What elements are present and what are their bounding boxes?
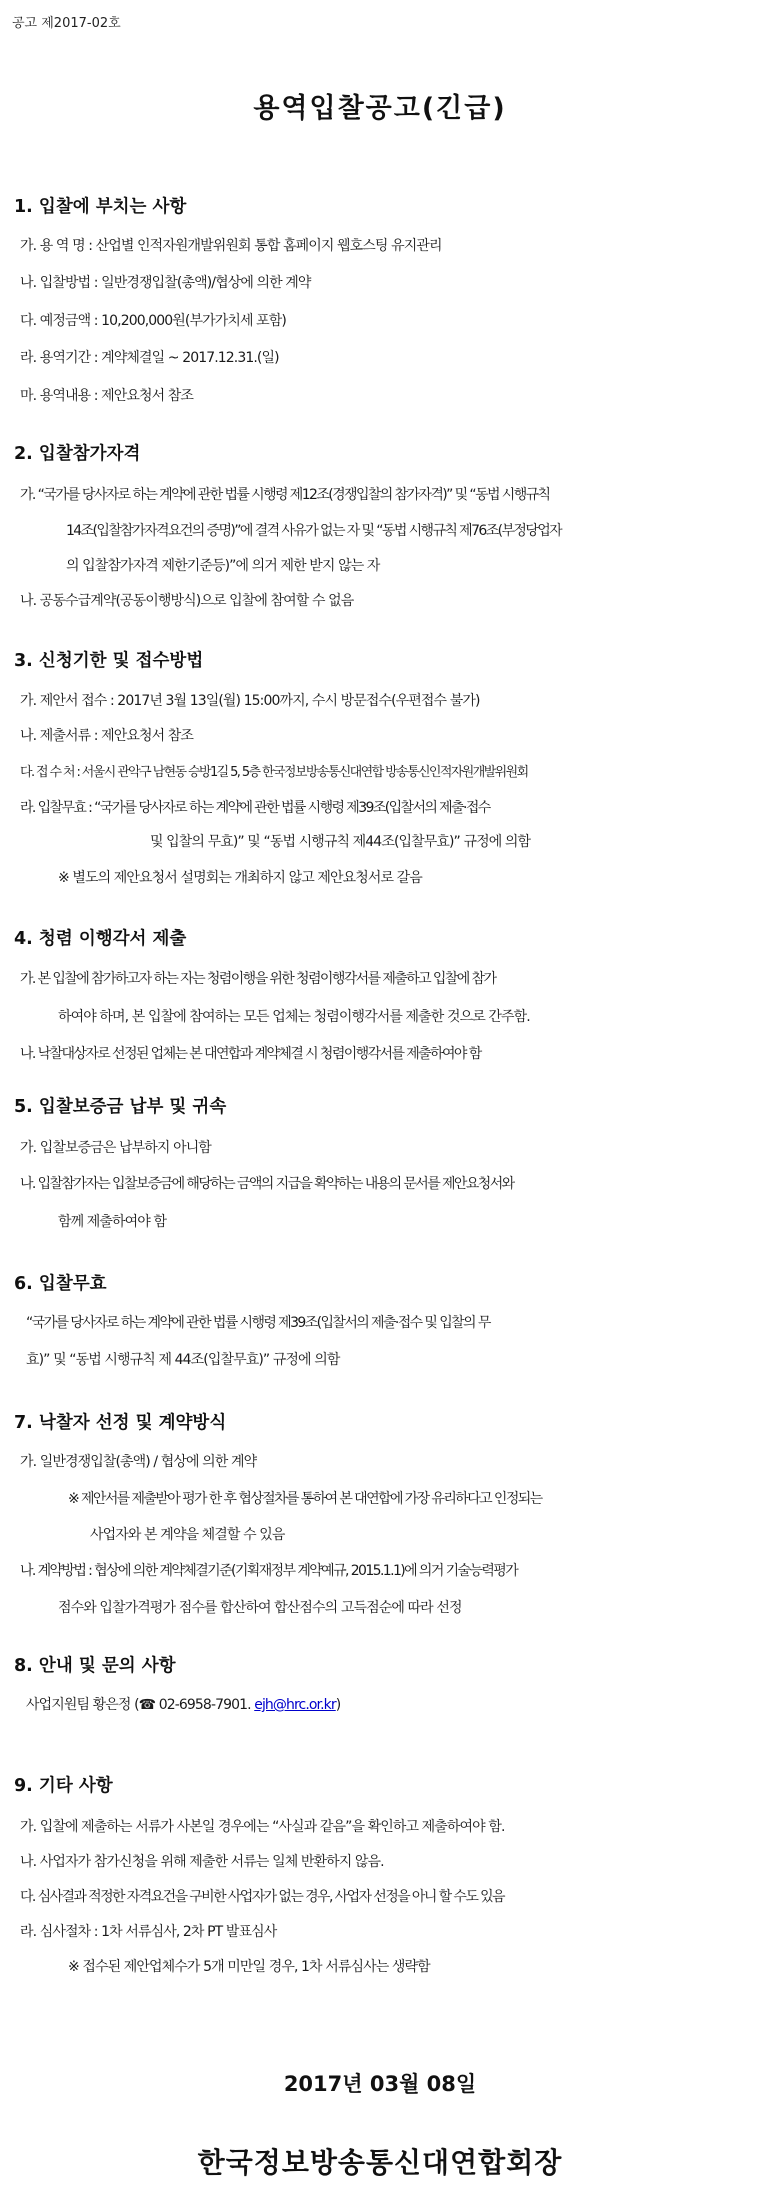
section-4-line: 가. 본 입찰에 참가하고자 하는 자는 청렴이행을 위한 청렴이행각서를 제출하고 입찰에 참가	[20, 971, 496, 987]
section-6-line: “국가를 당사자로 하는 계약에 관한 법률 시행령 제39조(입찰서의 제출·접수 및 입찰의 무	[26, 1315, 490, 1331]
section-9-line: 라. 심사절차 : 1차 서류심사, 2차 PT 발표심사	[20, 1924, 277, 1940]
contact-suffix: )	[335, 1697, 341, 1713]
notice-number: 공고 제2017-02호	[12, 16, 121, 31]
section-9-heading: 9. 기타 사항	[14, 1776, 113, 1796]
section-9-line: 다. 심사결과 적정한 자격요건을 구비한 사업자가 없는 경우, 사업자 선정을 아니 할 수도 있음	[20, 1889, 504, 1905]
page-title: 용역입찰공고(긴급)	[253, 93, 507, 124]
section-1-line: 마. 용역내용 : 제안요청서 참조	[20, 388, 194, 404]
notice-date: 2017년 03월 08일	[283, 2072, 477, 2096]
section-3-heading: 3. 신청기한 및 접수방법	[14, 651, 204, 671]
section-4-line: 나. 낙찰대상자로 선정된 업체는 본 대연합과 계약체결 시 청렴이행각서를 제출하여야 함	[20, 1046, 481, 1062]
section-7-heading: 7. 낙찰자 선정 및 계약방식	[14, 1413, 227, 1433]
section-7-line: 점수와 입찰가격평가 점수를 합산하여 합산점수의 고득점순에 따라 선정	[58, 1600, 462, 1616]
contact-prefix: 사업지원팀 황은정 (☎ 02-6958-7901.	[26, 1697, 251, 1713]
section-7-line: 나. 계약방법 : 협상에 의한 계약체결기준(기획재정부 계약예규, 2015.1.1)에 의거 기술능력평가	[20, 1563, 518, 1579]
section-3-line: 라. 입찰무효 : “국가를 당사자로 하는 계약에 관한 법률 시행령 제39조(입찰서의 제출·접수	[20, 800, 490, 816]
section-2-line: 의 입찰참가자격 제한기준등)”에 의거 제한 받지 않는 자	[66, 558, 380, 574]
issuer-organization: 한국정보방송통신대연합회장	[197, 2146, 563, 2179]
section-7-note: ※ 제안서를 제출받아 평가 한 후 협상절차를 통하여 본 대연합에 가장 유리하다고 인정되는	[68, 1491, 542, 1507]
section-1-heading: 1. 입찰에 부치는 사항	[14, 197, 187, 217]
section-6-line: 효)” 및 “동법 시행규칙 제 44조(입찰무효)” 규정에 의함	[26, 1352, 340, 1368]
section-9-line: 나. 사업자가 참가신청을 위해 제출한 서류는 일체 반환하지 않음.	[20, 1854, 384, 1870]
section-2-line: 가. “국가를 당사자로 하는 계약에 관한 법률 시행령 제12조(경쟁입찰의 참가자격)” 및 “동법 시행규칙	[20, 487, 550, 503]
section-4-heading: 4. 청렴 이행각서 제출	[14, 929, 187, 949]
section-9-line: 가. 입찰에 제출하는 서류가 사본일 경우에는 “사실과 같음”을 확인하고 제출하여야 함.	[20, 1819, 505, 1835]
section-3-line: 가. 제안서 접수 : 2017년 3월 13일(월) 15:00까지, 수시 방문접수(우편접수 불가)	[20, 693, 480, 709]
section-7-line: 가. 일반경쟁입찰(총액) / 협상에 의한 계약	[20, 1454, 257, 1470]
section-4-line: 하여야 하며, 본 입찰에 참여하는 모든 업체는 청렴이행각서를 제출한 것으로 간주함.	[58, 1009, 530, 1025]
section-1-line: 다. 예정금액 : 10,200,000원(부가가치세 포함)	[20, 313, 286, 329]
contact-line	[26, 1694, 340, 1714]
section-5-line: 함께 제출하여야 함	[58, 1214, 167, 1230]
section-3-line: 다. 접 수 처 : 서울시 관악구 남현동 승방1길 5, 5층 한국정보방송통신대연합 방송통신인적자원개발위원회	[20, 765, 528, 780]
section-6-heading: 6. 입찰무효	[14, 1274, 107, 1294]
section-1-line: 나. 입찰방법 : 일반경쟁입찰(총액)/협상에 의한 계약	[20, 275, 311, 291]
section-3-line: 나. 제출서류 : 제안요청서 참조	[20, 728, 194, 744]
section-5-heading: 5. 입찰보증금 납부 및 귀속	[14, 1097, 227, 1117]
contact-email-link[interactable]: ejh@hrc.or.kr	[254, 1697, 336, 1713]
section-1-line: 가. 용 역 명 : 산업별 인적자원개발위원회 통합 홈페이지 웹호스팅 유지관리	[20, 238, 442, 254]
section-2-heading: 2. 입찰참가자격	[14, 444, 141, 464]
section-3-note: ※ 별도의 제안요청서 설명회는 개최하지 않고 제안요청서로 갈음	[58, 870, 422, 886]
section-7-note: 사업자와 본 계약을 체결할 수 있음	[90, 1527, 285, 1543]
section-2-line: 14조(입찰참가자격요건의 증명)”에 결격 사유가 없는 자 및 “동법 시행규칙 제76조(부정당업자	[66, 523, 562, 539]
section-3-line: 및 입찰의 무효)” 및 “동법 시행규칙 제44조(입찰무효)” 규정에 의함	[150, 834, 531, 850]
section-9-note: ※ 접수된 제안업체수가 5개 미만일 경우, 1차 서류심사는 생략함	[68, 1959, 430, 1975]
section-8-heading: 8. 안내 및 문의 사항	[14, 1656, 176, 1676]
section-5-line: 가. 입찰보증금은 납부하지 아니함	[20, 1140, 211, 1156]
section-1-line: 라. 용역기간 : 계약체결일 ~ 2017.12.31.(일)	[20, 350, 279, 366]
section-5-line: 나. 입찰참가자는 입찰보증금에 해당하는 금액의 지급을 확약하는 내용의 문서를 제안요청서와	[20, 1176, 514, 1192]
section-2-line: 나. 공동수급계약(공동이행방식)으로 입찰에 참여할 수 없음	[20, 593, 354, 609]
